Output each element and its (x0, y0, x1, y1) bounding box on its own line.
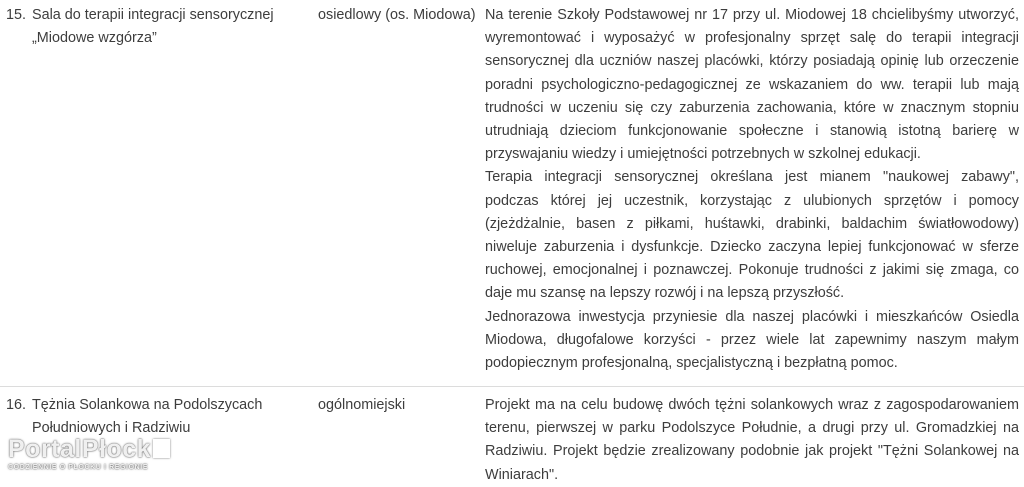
project-name-line: „Miodowe wzgórza” (32, 30, 157, 47)
row-number: 16. (6, 397, 27, 413)
watermark-logo-text: PortalPłock (8, 435, 152, 463)
project-name-line: Tężnia Solankowa na Podolszycach (32, 397, 263, 413)
description-paragraph: Terapia integracji sensorycznej określana jest mianem "naukowej zabawy", podczas której jej uczestnik, korzystając z ulubionych sprzętów i pomocy (zjeżdżalnie, basen z piłkami, huśtawki, drabinki, baldachim światłowodowy) niweluje zaburzenia i dysfunkcje. Dziecko zaczyna lepiej funkcjonować w sferze ruchowej, emocjonalnej i poznawczej. Pokonuje trudności z jakimi się zmaga, co daje mu szansę na lepszy rozwój i na lepszą przyszłość. (485, 169, 1019, 302)
table-row (0, 387, 1024, 487)
project-description-cell (485, 4, 1019, 375)
project-area-cell (318, 394, 478, 417)
description-paragraph: Projekt ma na celu budowę dwóch tężni solankowych wraz z zagospodarowaniem terenu, pierwszej w parku Podolszyce Południe, a drugi przy ul. Gromadzkiej na Radziwiu. Projekt będzie zrealizowany podobnie jak projekt "Tężni Solankowej na Winiarach". (485, 397, 1019, 483)
project-area: ogólnomiejski (318, 397, 406, 413)
project-area-cell (318, 4, 478, 27)
row-number: 15. (6, 7, 27, 23)
description-paragraph: Na terenie Szkoły Podstawowej nr 17 przy ul. Miodowej 18 chcielibyśmy utworzyć, wyremontować i wyposażyć w profesjonalny sprzęt salę do terapii integracji sensorycznej dla uczniów naszej placówki, którzy posiadają opinię lub orzeczenie poradni psychologiczno-pedagogicznej ze wskazaniem do ww. terapii lub mają trudności w uczeniu się czy zaburzenia zachowania, które w znacznym stopniu utrudniają dzieciom funkcjonowanie społeczne i stanowią istotną barierę w przyswajaniu wiedzy i umiejętności potrzebnych w szkolnej edukacji. (485, 7, 1019, 163)
project-description-cell (485, 394, 1019, 487)
watermark-tagline: CODZIENNIE O PŁOCKU I REGIONIE (8, 464, 149, 471)
project-name-line: Sala do terapii integracji sensorycznej (32, 7, 274, 23)
project-name-cell (0, 4, 300, 50)
project-name-cell (0, 394, 300, 440)
project-name-line: Południowych i Radziwiu (32, 420, 191, 437)
project-area: osiedlowy (os. Miodowa) (318, 7, 476, 23)
description-paragraph: Jednorazowa inwestycja przyniesie dla naszej placówki i mieszkańców Osiedla Miodowa, długofalowe korzyści - przez wiele lat zapewnimy naszym małym podopiecznym profesjonalną, specjalistyczną i bezpłatną pomoc. (485, 308, 1019, 372)
